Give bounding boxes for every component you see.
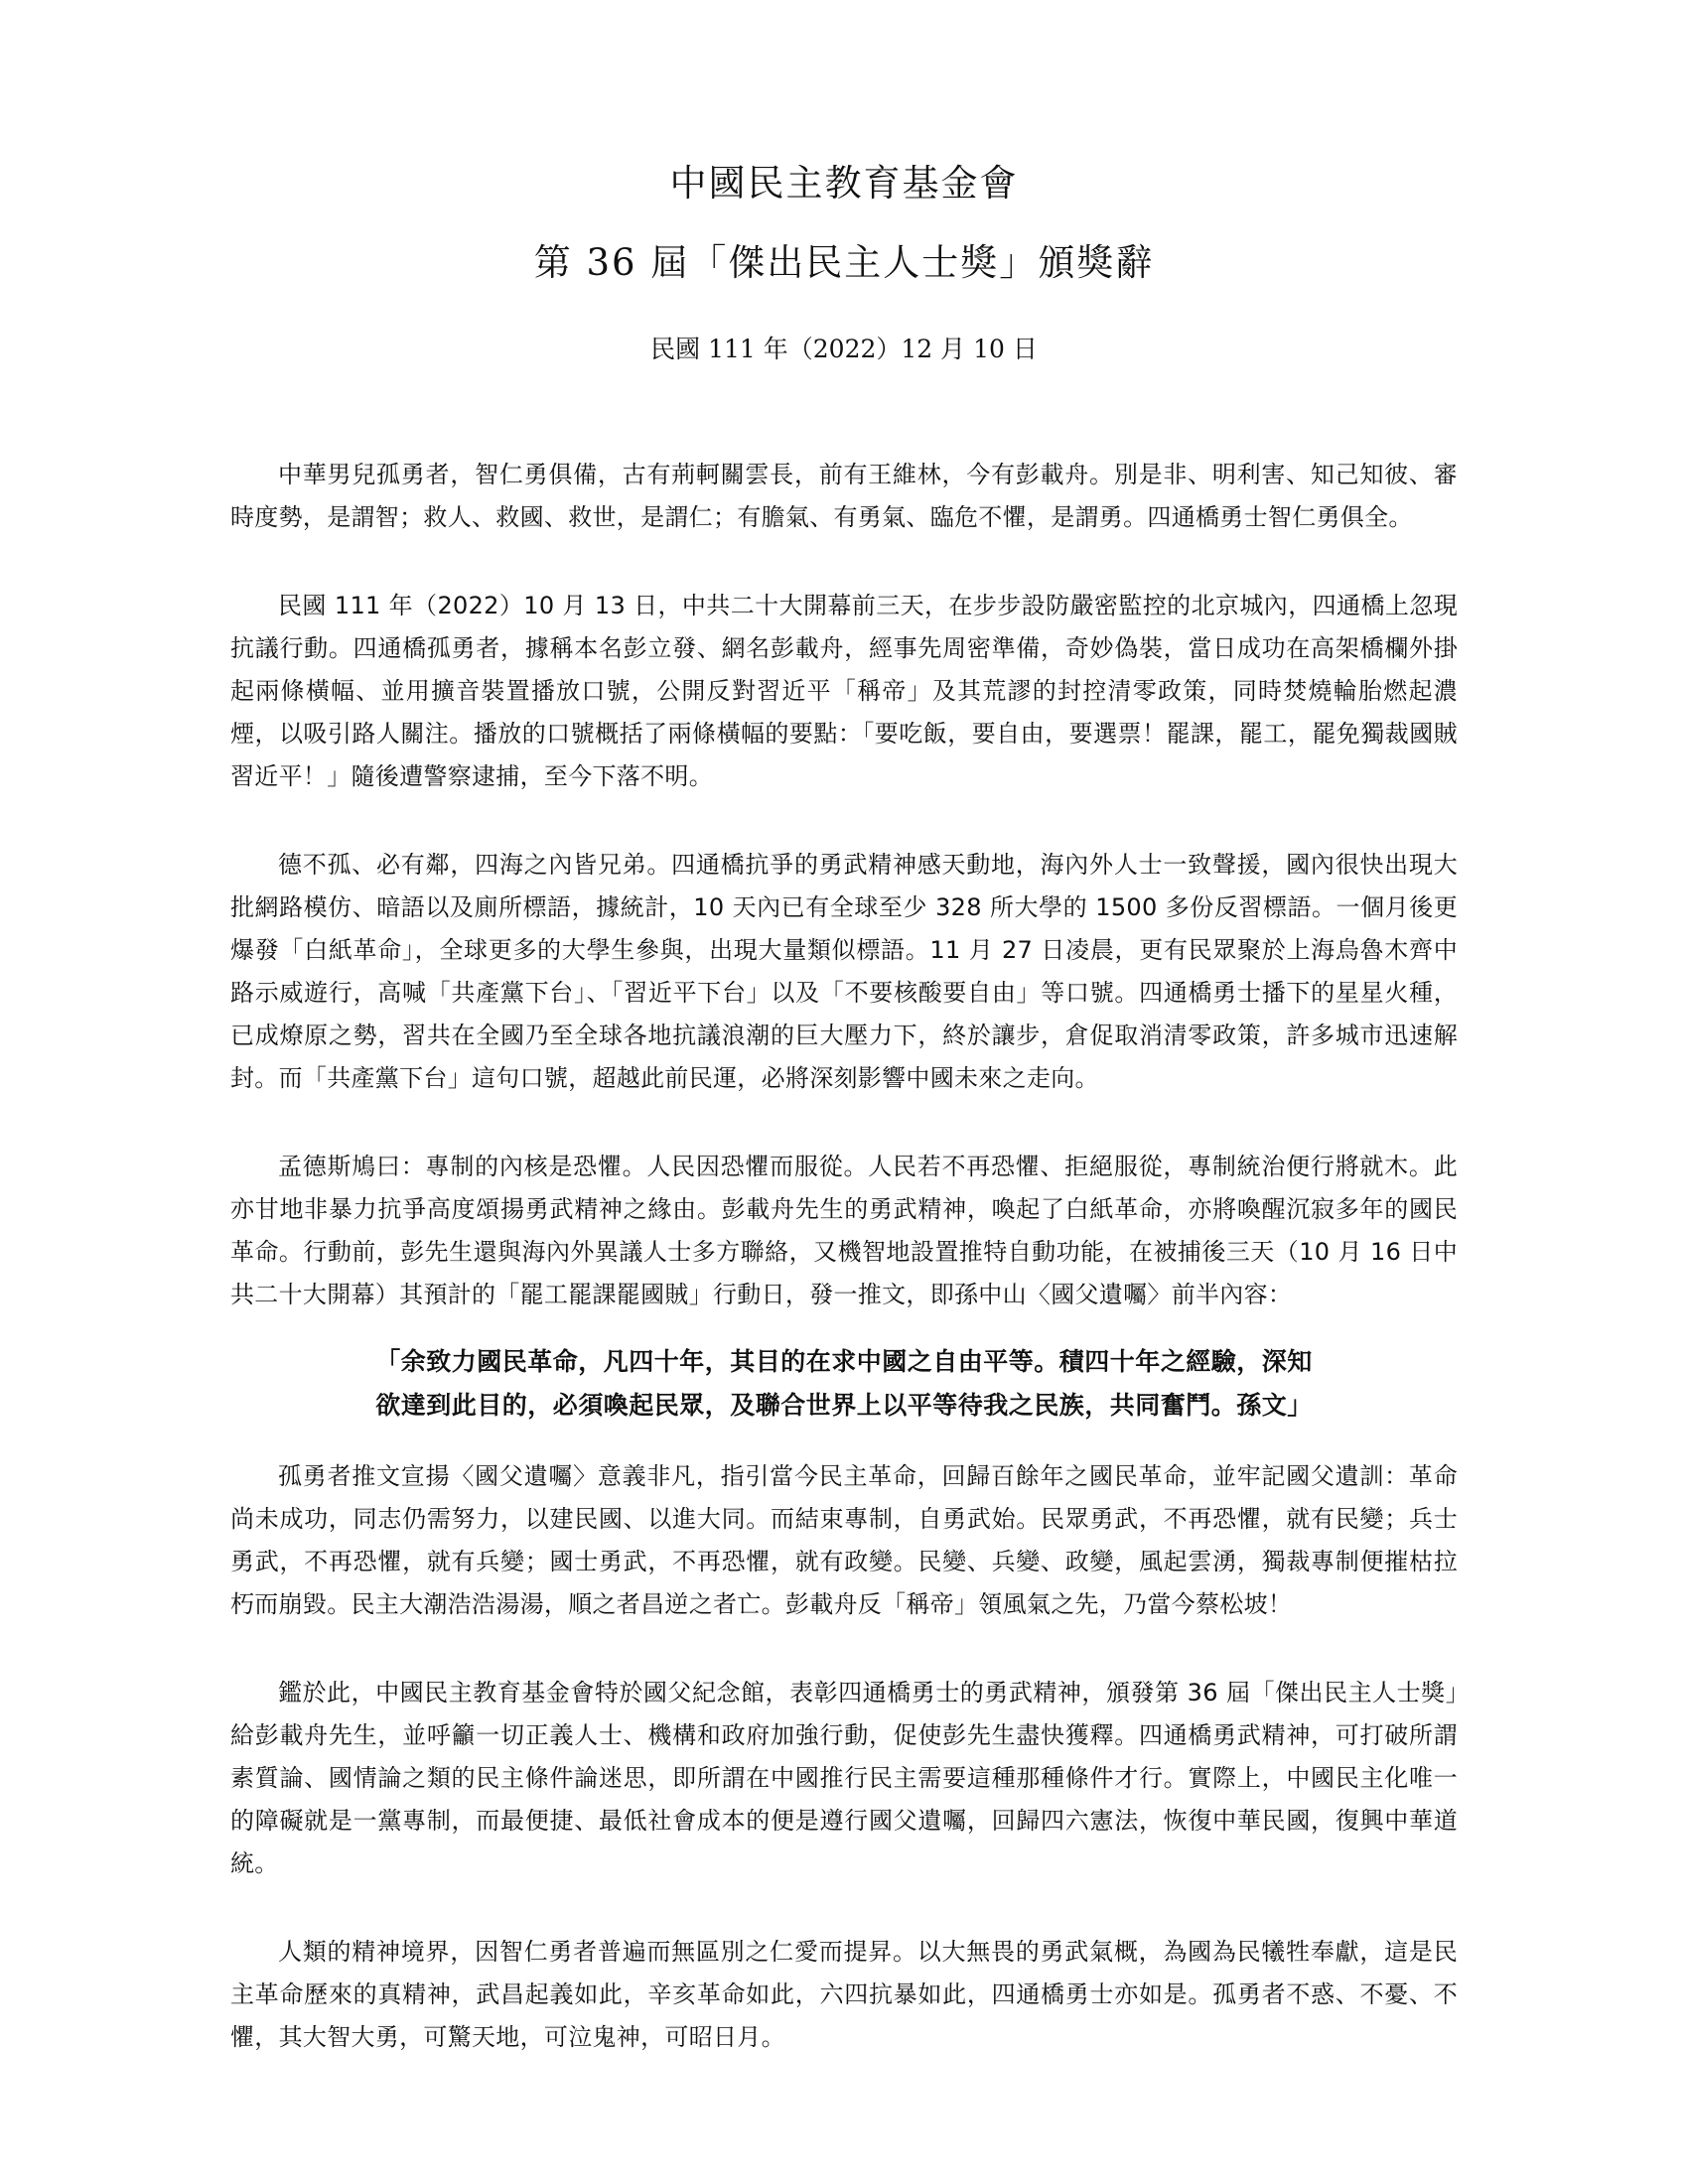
paragraph-1: 中華男兒孤勇者，智仁勇俱備，古有荊軻關雲長，前有王維林，今有彭載舟。別是非、明利害、知己知彼、審時度勢，是謂智；救人、救國、救世，是謂仁；有膽氣、有勇氣、臨危不懼，是謂勇。四通橋勇士智仁勇俱全。 xyxy=(230,461,1458,531)
award-title: 第 36 屆「傑出民主人士獎」頒獎辭 xyxy=(533,241,1155,284)
paragraph-6: 鑑於此，中國民主教育基金會特於國父紀念館，表彰四通橋勇士的勇武精神，頒發第 36 屆「傑出民主人士獎」給彭載舟先生，並呼籲一切正義人士、機構和政府加強行動，促使彭先生盡快獲釋。四通橋勇武精神，可打破所謂素質論、國情論之類的民主條件論迷思，即所謂在中國推行民主需要這種那種條件才行。實際上，中國民主化唯一的障礙就是一黨專制，而最便捷、最低社會成本的便是遵行國父遺囑，回歸四六憲法，恢復中華民國，復興中華道統。 xyxy=(230,1679,1458,1877)
organization-title: 中國民主教育基金會 xyxy=(669,162,1019,205)
paragraph-2: 民國 111 年（2022）10 月 13 日，中共二十大開幕前三天，在步步設防嚴密監控的北京城內，四通橋上忽現抗議行動。四通橋孤勇者，據稱本名彭立發、網名彭載舟，經事先周密準備，奇妙偽裝，當日成功在高架橋欄外掛起兩條橫幅、並用擴音裝置播放口號，公開反對習近平「稱帝」及其荒謬的封控清零政策，同時焚燒輪胎燃起濃煙，以吸引路人關注。播放的口號概括了兩條橫幅的要點：「要吃飯，要自由，要選票！罷課，罷工，罷免獨裁國賊習近平！」隨後遭警察逮捕，至今下落不明。 xyxy=(230,592,1458,790)
quote-line-2: 欲達到此目的，必須喚起民眾，及聯合世界上以平等待我之民族，共同奮鬥。孫文」 xyxy=(375,1391,1313,1420)
paragraph-5: 孤勇者推文宣揚〈國父遺囑〉意義非凡，指引當今民主革命，回歸百餘年之國民革命，並牢記國父遺訓：革命尚未成功，同志仍需努力，以建民國、以進大同。而結束專制，自勇武始。民眾勇武，不再恐懼，就有民變；兵士勇武，不再恐懼，就有兵變；國士勇武，不再恐懼，就有政變。民變、兵變、政變，風起雲湧，獨裁專制便摧枯拉朽而崩毀。民主大潮浩浩湯湯，順之者昌逆之者亡。彭載舟反「稱帝」領風氣之先，乃當今蔡松坡！ xyxy=(230,1462,1458,1618)
document-date: 民國 111 年（2022）12 月 10 日 xyxy=(650,335,1038,363)
document-body xyxy=(230,454,1458,2105)
paragraph-7: 人類的精神境界，因智仁勇者普遍而無區別之仁愛而提昇。以大無畏的勇武氣概，為國為民犧牲奉獻，這是民主革命歷來的真精神，武昌起義如此，辛亥革命如此，六四抗暴如此，四通橋勇士亦如是。孤勇者不惑、不憂、不懼，其大智大勇，可驚天地，可泣鬼神，可昭日月。 xyxy=(230,1938,1458,2051)
quote-line-1: 「余致力國民革命，凡四十年，其目的在求中國之自由平等。積四十年之經驗，深知 xyxy=(375,1347,1313,1376)
paragraph-3: 德不孤、必有鄰，四海之內皆兄弟。四通橋抗爭的勇武精神感天動地，海內外人士一致聲援，國內很快出現大批網路模仿、暗語以及廁所標語，據統計，10 天內已有全球至少 328 所大學的 1500 多份反習標語。一個月後更爆發「白紙革命」，全球更多的大學生參與，出現大量類似標語。11 月 27 日凌晨，更有民眾聚於上海烏魯木齊中路示威遊行，高喊「共產黨下台」、「習近平下台」以及「不要核酸要自由」等口號。四通橋勇士播下的星星火種，已成燎原之勢，習共在全國乃至全球各地抗議浪潮的巨大壓力下，終於讓步，倉促取消清零政策，許多城市迅速解封。而「共產黨下台」這句口號，超越此前民運，必將深刻影響中國未來之走向。 xyxy=(230,851,1458,1092)
will-quote xyxy=(230,1340,1458,1428)
paragraph-4: 孟德斯鳩曰：專制的內核是恐懼。人民因恐懼而服從。人民若不再恐懼、拒絕服從，專制統治便行將就木。此亦甘地非暴力抗爭高度頌揚勇武精神之緣由。彭載舟先生的勇武精神，喚起了白紙革命，亦將喚醒沉寂多年的國民革命。行動前，彭先生還與海內外異議人士多方聯絡，又機智地設置推特自動功能，在被捕後三天（10 月 16 日中共二十大開幕）其預計的「罷工罷課罷國賊」行動日，發一推文，即孫中山〈國父遺囑〉前半內容： xyxy=(230,1153,1458,1308)
